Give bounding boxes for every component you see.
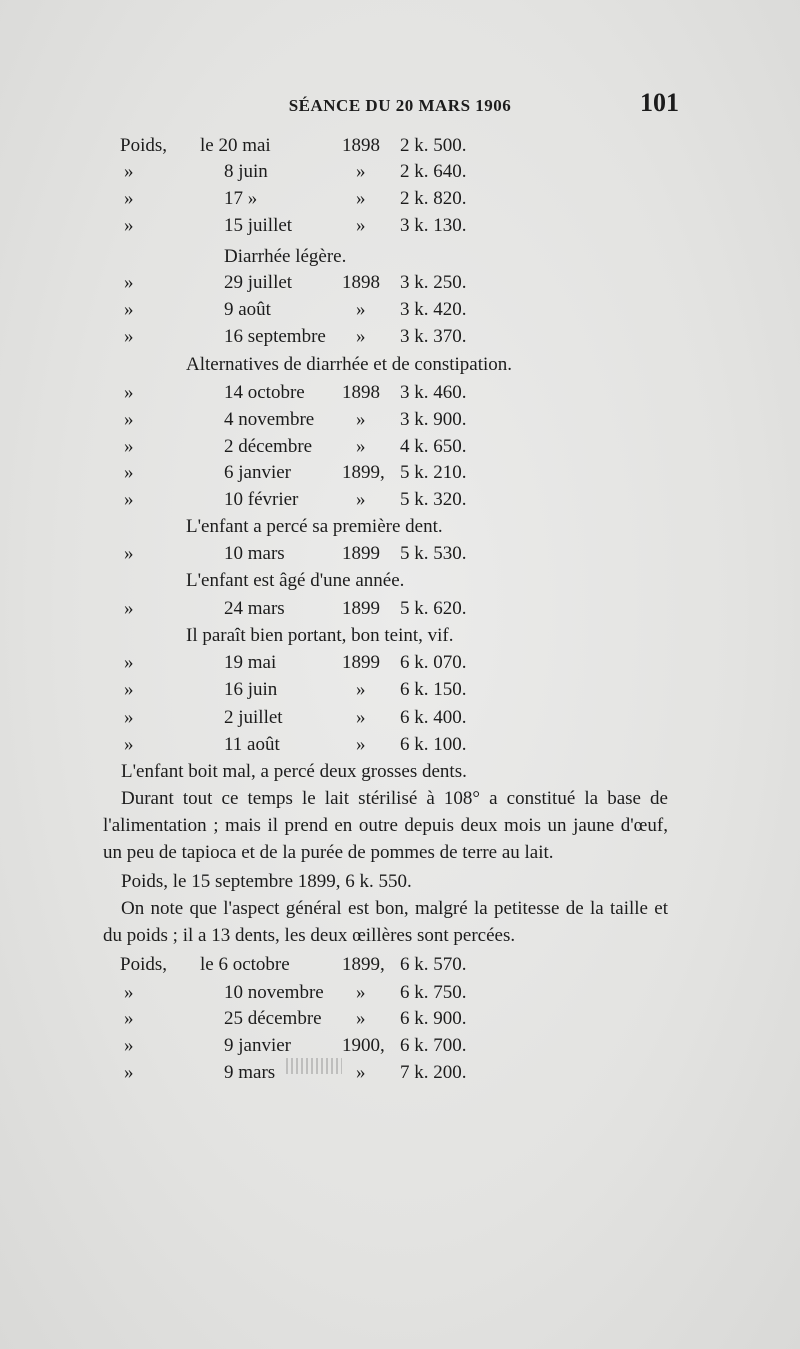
row-weight: 6 k. 900. xyxy=(400,1008,467,1029)
row-weight: 6 k. 400. xyxy=(400,707,467,728)
row-weight: 6 k. 150. xyxy=(400,679,467,700)
weight-row xyxy=(0,1006,800,1032)
weight-row xyxy=(0,541,800,567)
running-title: SÉANCE DU 20 MARS 1906 xyxy=(288,96,512,115)
row-date: 16 septembre xyxy=(224,326,326,347)
row-weight: 2 k. 820. xyxy=(400,188,467,209)
weight-row xyxy=(0,677,800,703)
row-date: 19 mai xyxy=(224,652,277,673)
row-label: Poids, xyxy=(120,135,167,156)
row-label: » xyxy=(124,734,134,755)
row-weight: 6 k. 570. xyxy=(400,954,467,975)
weight-row xyxy=(0,270,800,296)
row-weight: 3 k. 130. xyxy=(400,215,467,236)
row-weight: 5 k. 320. xyxy=(400,489,467,510)
row-year: » xyxy=(356,161,366,182)
row-label: » xyxy=(124,982,134,1003)
row-year: » xyxy=(356,299,366,320)
row-date: 8 juin xyxy=(224,161,268,182)
row-year: » xyxy=(356,734,366,755)
row-year: 1899 xyxy=(342,598,380,619)
record-note: L'enfant est âgé d'une année. xyxy=(186,570,405,591)
row-label: » xyxy=(124,489,134,510)
row-date: 17 » xyxy=(224,188,258,209)
row-weight: 6 k. 070. xyxy=(400,652,467,673)
row-weight: 2 k. 500. xyxy=(400,135,467,156)
row-date: 2 juillet xyxy=(224,707,283,728)
row-weight: 3 k. 900. xyxy=(400,409,467,430)
row-year: 1899 xyxy=(342,652,380,673)
paragraph-general-aspect: On note que l'aspect général est bon, malgré la petitesse de la taille et du poids ; il a 13 dents, les deux œillères sont percées. xyxy=(103,898,668,946)
row-year: 1899, xyxy=(342,954,385,975)
row-label: » xyxy=(124,161,134,182)
weight-row xyxy=(0,460,800,486)
row-year: 1898 xyxy=(342,272,380,293)
row-label: » xyxy=(124,679,134,700)
row-date: 6 janvier xyxy=(224,462,292,483)
weight-row xyxy=(0,434,800,460)
row-weight: 4 k. 650. xyxy=(400,436,467,457)
row-weight: 6 k. 750. xyxy=(400,982,467,1003)
row-weight: 5 k. 530. xyxy=(400,543,467,564)
row-year: » xyxy=(356,188,366,209)
row-date: 29 juillet xyxy=(224,272,293,293)
row-year: 1900, xyxy=(342,1035,385,1056)
row-date: 16 juin xyxy=(224,679,278,700)
row-weight: 6 k. 700. xyxy=(400,1035,467,1056)
row-label: » xyxy=(124,409,134,430)
row-label: » xyxy=(124,299,134,320)
weight-row xyxy=(0,159,800,185)
row-weight: 3 k. 250. xyxy=(400,272,467,293)
row-label: » xyxy=(124,326,134,347)
row-date: le 20 mai xyxy=(200,135,271,156)
paragraph-feeding-note: L'enfant boit mal, a percé deux grosses dents. xyxy=(121,761,467,782)
row-date: 11 août xyxy=(224,734,280,755)
record-note: Diarrhée légère. xyxy=(224,246,347,267)
weight-row xyxy=(0,732,800,758)
row-date: 9 janvier xyxy=(224,1035,292,1056)
row-date: 2 décembre xyxy=(224,436,313,457)
row-weight: 3 k. 420. xyxy=(400,299,467,320)
row-date: 9 août xyxy=(224,299,271,320)
row-weight: 5 k. 620. xyxy=(400,598,467,619)
row-label: » xyxy=(124,598,134,619)
row-label: Poids, xyxy=(120,954,167,975)
row-date: 14 octobre xyxy=(224,382,305,403)
faint-stamp-mark xyxy=(286,1058,342,1074)
weight-row xyxy=(0,186,800,212)
row-label: » xyxy=(124,543,134,564)
row-year: » xyxy=(356,1062,366,1083)
row-year: 1898 xyxy=(342,135,380,156)
row-label: » xyxy=(124,215,134,236)
row-year: » xyxy=(356,489,366,510)
row-year: 1899 xyxy=(342,543,380,564)
row-label: » xyxy=(124,272,134,293)
weight-row xyxy=(0,952,800,978)
row-weight: 7 k. 200. xyxy=(400,1062,467,1083)
row-year: » xyxy=(356,436,366,457)
weight-row xyxy=(0,1060,800,1086)
weight-row xyxy=(0,213,800,239)
record-note: L'enfant a percé sa première dent. xyxy=(186,516,443,537)
row-date: 25 décembre xyxy=(224,1008,322,1029)
weight-row xyxy=(0,705,800,731)
row-date: 15 juillet xyxy=(224,215,293,236)
row-weight: 3 k. 460. xyxy=(400,382,467,403)
row-label: » xyxy=(124,1035,134,1056)
row-label: » xyxy=(124,188,134,209)
row-weight: 5 k. 210. xyxy=(400,462,467,483)
row-year: 1898 xyxy=(342,382,380,403)
row-weight: 3 k. 370. xyxy=(400,326,467,347)
row-year: » xyxy=(356,1008,366,1029)
weight-row xyxy=(0,1033,800,1059)
page-number: 101 xyxy=(640,88,679,117)
row-year: 1899, xyxy=(342,462,385,483)
weight-row xyxy=(0,650,800,676)
row-weight: 2 k. 640. xyxy=(400,161,467,182)
record-note: Il paraît bien portant, bon teint, vif. xyxy=(186,625,454,646)
row-date: 4 novembre xyxy=(224,409,315,430)
row-label: » xyxy=(124,652,134,673)
row-date: 9 mars xyxy=(224,1062,276,1083)
weight-row xyxy=(0,487,800,513)
row-date: 24 mars xyxy=(224,598,285,619)
row-date: le 6 octobre xyxy=(200,954,290,975)
weight-row xyxy=(0,980,800,1006)
row-weight: 6 k. 100. xyxy=(400,734,467,755)
row-year: » xyxy=(356,679,366,700)
row-year: » xyxy=(356,982,366,1003)
record-note: Alternatives de diarrhée et de constipation. xyxy=(186,354,513,375)
row-year: » xyxy=(356,215,366,236)
row-label: » xyxy=(124,707,134,728)
weight-row xyxy=(0,407,800,433)
row-label: » xyxy=(124,1008,134,1029)
row-label: » xyxy=(124,382,134,403)
row-year: » xyxy=(356,707,366,728)
weight-row xyxy=(0,596,800,622)
row-date: 10 mars xyxy=(224,543,285,564)
row-label: » xyxy=(124,1062,134,1083)
paragraph-diet: Durant tout ce temps le lait stérilisé à 108° a constitué la base de l'alimentation ; mais il prend en outre depuis deux mois un jaune d'œuf, un peu de tapioca et de la purée de pommes de terre au lait. xyxy=(103,788,668,863)
row-date: 10 février xyxy=(224,489,299,510)
weight-row xyxy=(0,380,800,406)
row-year: » xyxy=(356,326,366,347)
weight-row xyxy=(0,133,800,159)
row-date: 10 novembre xyxy=(224,982,324,1003)
paragraph-weight-september: Poids, le 15 septembre 1899, 6 k. 550. xyxy=(121,871,412,892)
row-year: » xyxy=(356,409,366,430)
row-label: » xyxy=(124,436,134,457)
weight-row xyxy=(0,297,800,323)
row-label: » xyxy=(124,462,134,483)
weight-row xyxy=(0,324,800,350)
